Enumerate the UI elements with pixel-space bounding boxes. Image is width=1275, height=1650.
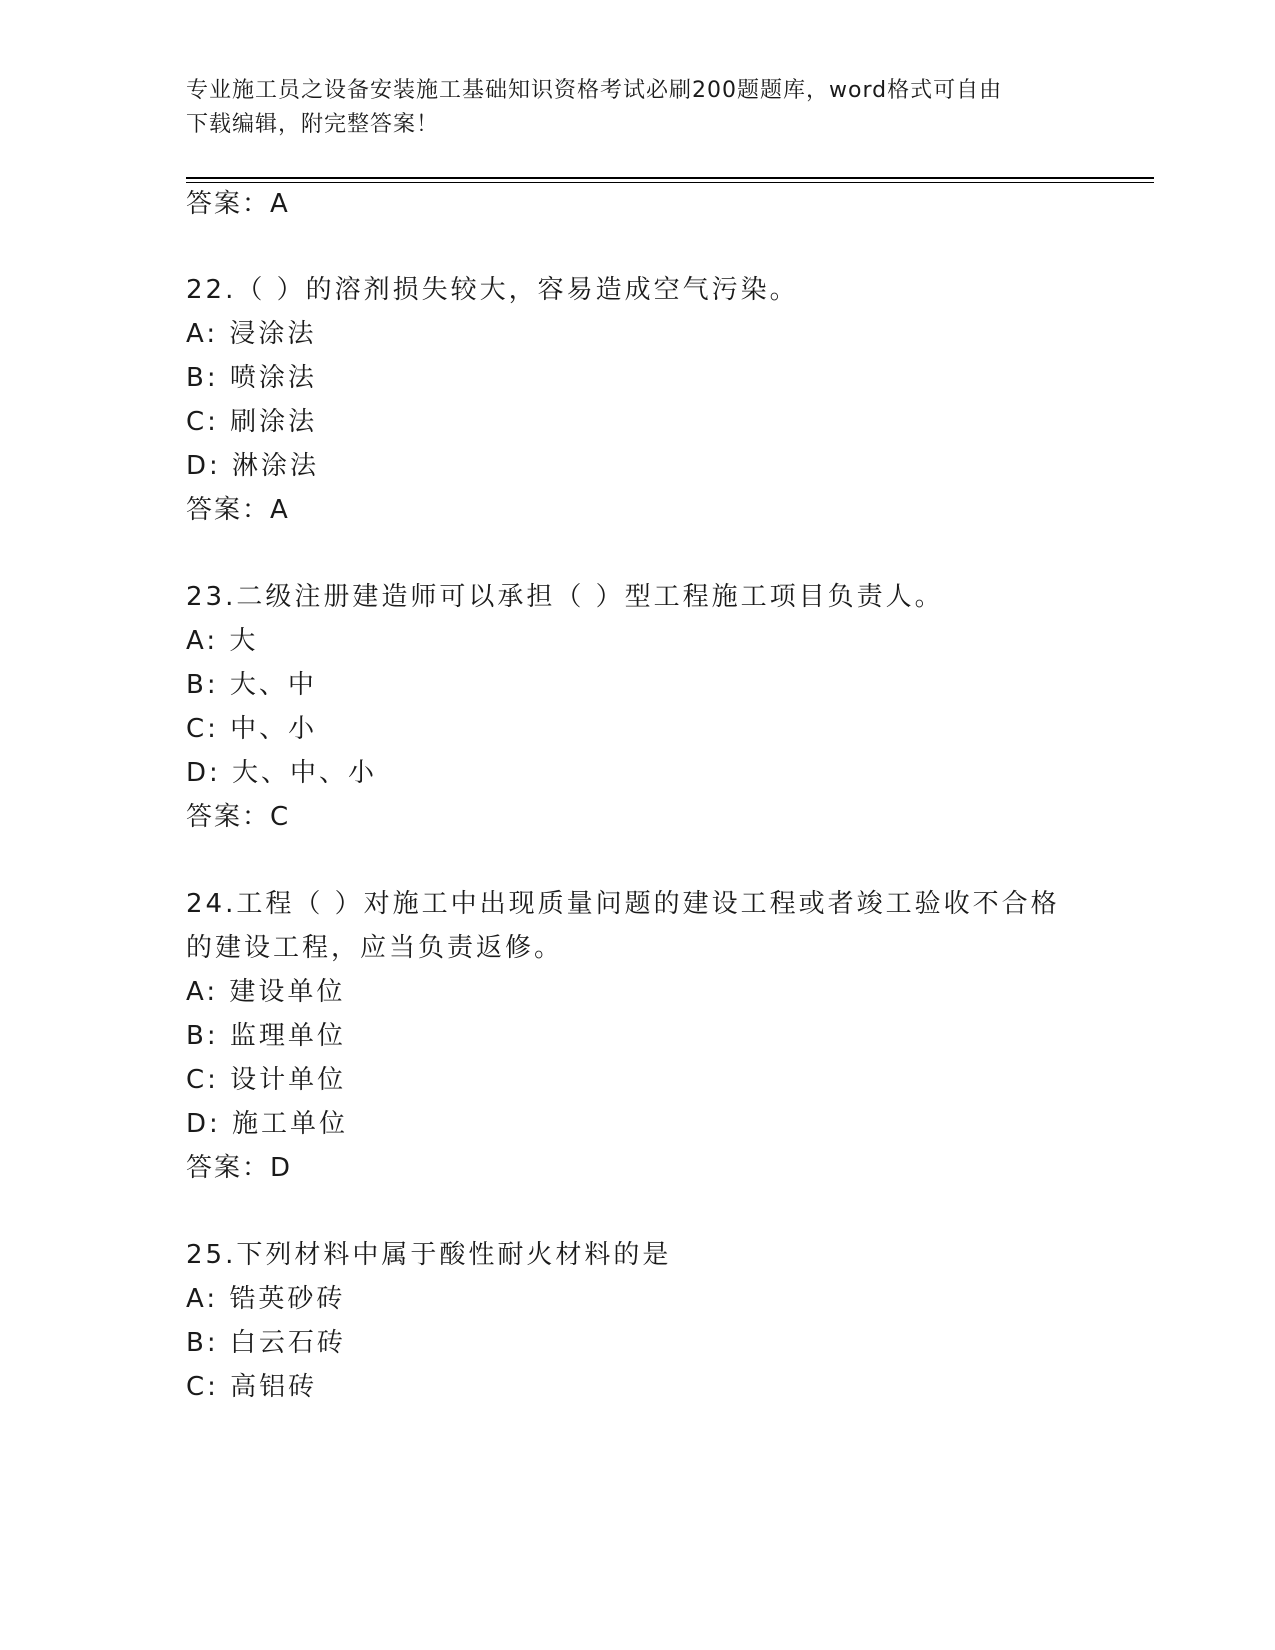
option-a: A: 建设单位: [186, 977, 346, 1007]
option-c: C: 中、小: [186, 714, 318, 744]
option-b: B: 喷涂法: [186, 363, 317, 393]
option-b: B: 监理单位: [186, 1021, 346, 1051]
option-d: D: 大、中、小: [186, 758, 378, 788]
option-a: A: 浸涂法: [186, 319, 317, 349]
option-d: D: 施工单位: [186, 1109, 349, 1139]
header-divider-thin: [186, 182, 1154, 183]
option-d: D: 淋涂法: [186, 451, 320, 481]
answer: 答案：D: [186, 1153, 293, 1183]
question-stem: 22.（ ）的溶剂损失较大，容易造成空气污染。: [186, 275, 799, 305]
question-stem: 24.工程（ ）对施工中出现质量问题的建设工程或者竣工验收不合格: [186, 889, 1060, 919]
option-c: C: 设计单位: [186, 1065, 347, 1095]
question-stem-continued: 的建设工程，应当负责返修。: [186, 933, 564, 963]
option-b: B: 大、中: [186, 670, 317, 700]
header-divider-thick: [186, 177, 1154, 179]
document-header: [186, 74, 1086, 142]
option-c: C: 刷涂法: [186, 407, 318, 437]
header-line-2: 下载编辑，附完整答案！: [186, 112, 440, 137]
option-c: C: 高铝砖: [186, 1372, 318, 1402]
option-b: B: 白云石砖: [186, 1328, 346, 1358]
question-stem: 23.二级注册建造师可以承担（ ）型工程施工项目负责人。: [186, 582, 944, 612]
question-stem: 25.下列材料中属于酸性耐火材料的是: [186, 1240, 672, 1270]
option-a: A: 锆英砂砖: [186, 1284, 346, 1314]
previous-answer: 答案：A: [186, 189, 290, 219]
header-line-1: 专业施工员之设备安装施工基础知识资格考试必刷200题题库，word格式可自由: [186, 78, 1003, 103]
option-a: A: 大: [186, 626, 259, 656]
answer: 答案：C: [186, 802, 291, 832]
answer: 答案：A: [186, 495, 290, 525]
